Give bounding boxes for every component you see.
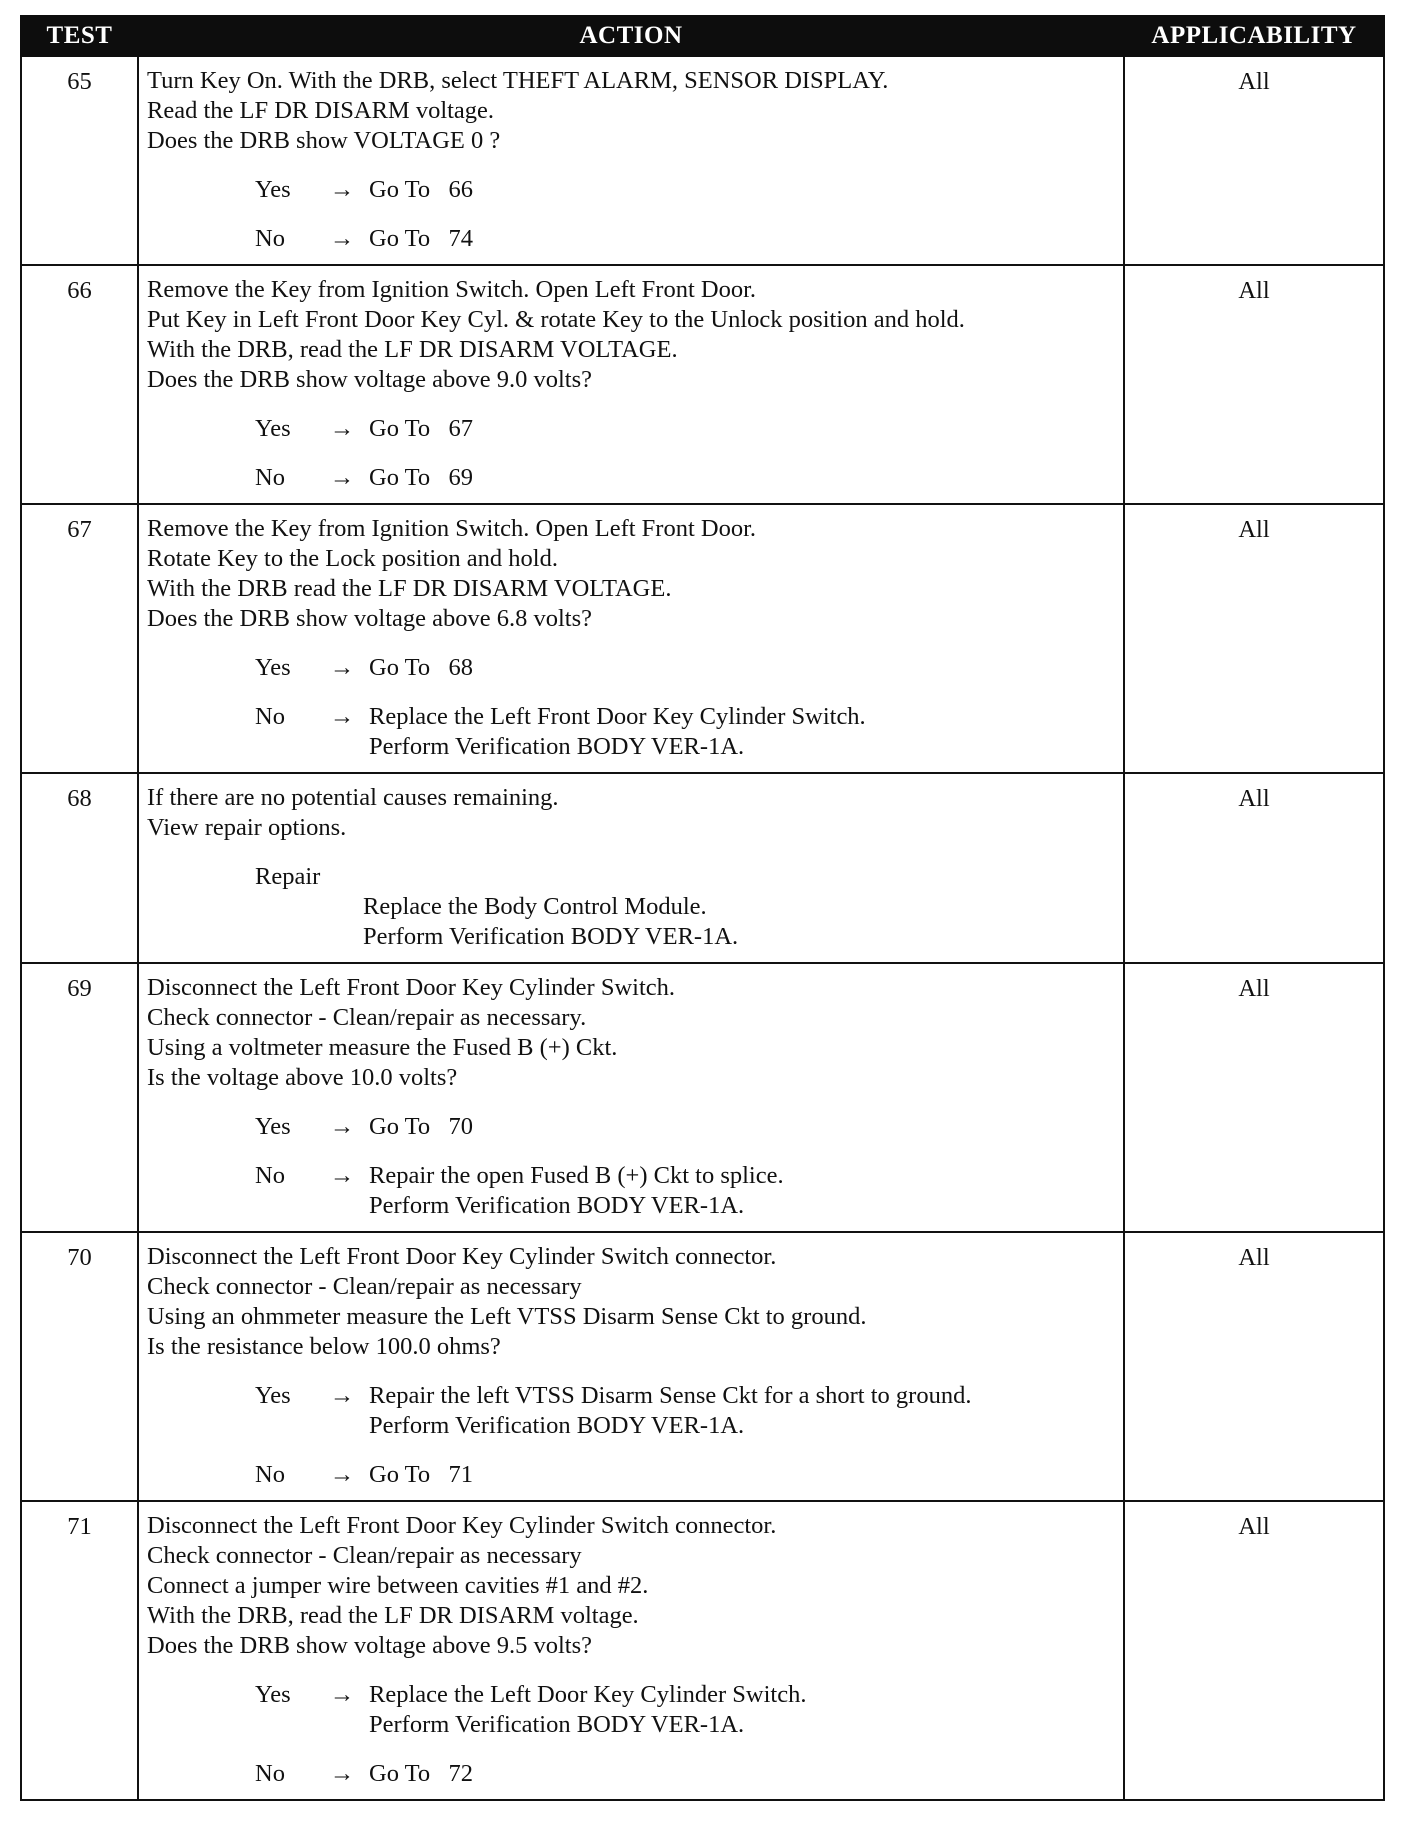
table-row	[21, 504, 1384, 773]
no-label: No	[255, 1162, 285, 1189]
action-cell	[138, 773, 1124, 963]
action-line: Disconnect the Left Front Door Key Cylinder Switch connector.	[147, 1243, 777, 1270]
no-result-line: Repair the open Fused B (+) Ckt to splice.	[369, 1162, 784, 1189]
action-cell	[138, 1501, 1124, 1800]
table-row	[21, 1501, 1384, 1800]
applicability-value: All	[1124, 265, 1384, 504]
applicability-value: All	[1124, 1501, 1384, 1800]
applicability-value: All	[1124, 963, 1384, 1232]
yes-result	[369, 1112, 1117, 1142]
right-arrow-icon: →	[329, 1760, 355, 1787]
yes-result-line: Replace the Left Door Key Cylinder Switch.	[369, 1681, 807, 1708]
header-row	[21, 16, 1384, 56]
no-result	[369, 702, 1117, 762]
no-result-line: Go To 72	[369, 1760, 474, 1787]
action-line: Remove the Key from Ignition Switch. Open Left Front Door.	[147, 515, 756, 542]
right-arrow-icon: →	[329, 225, 355, 252]
action-line: Turn Key On. With the DRB, select THEFT ALARM, SENSOR DISPLAY.	[147, 67, 889, 94]
right-arrow-icon: →	[329, 1382, 355, 1409]
table-row	[21, 963, 1384, 1232]
yes-label: Yes	[255, 1113, 291, 1140]
action-line: With the DRB, read the LF DR DISARM voltage.	[147, 1602, 639, 1629]
no-result-line: Perform Verification BODY VER-1A.	[369, 1192, 745, 1219]
table-row	[21, 1232, 1384, 1501]
right-arrow-icon: →	[329, 464, 355, 491]
test-number: 69	[21, 963, 138, 1232]
right-arrow-icon: →	[329, 1162, 355, 1189]
diagnostic-test-table	[20, 15, 1385, 1801]
yes-branch	[147, 653, 1117, 683]
yes-branch	[147, 1680, 1117, 1740]
yes-result-line: Perform Verification BODY VER-1A.	[369, 1711, 745, 1738]
action-line: With the DRB, read the LF DR DISARM VOLTAGE.	[147, 336, 678, 363]
action-line: Check connector - Clean/repair as necessary	[147, 1542, 582, 1569]
right-arrow-icon: →	[329, 1681, 355, 1708]
test-number: 68	[21, 773, 138, 963]
action-line: Connect a jumper wire between cavities #1 and #2.	[147, 1572, 649, 1599]
action-line: Check connector - Clean/repair as necessary	[147, 1273, 582, 1300]
test-number: 66	[21, 265, 138, 504]
yes-result-line: Go To 70	[369, 1113, 474, 1140]
yes-branch	[147, 175, 1117, 205]
action-line: Using a voltmeter measure the Fused B (+) Ckt.	[147, 1034, 618, 1061]
table-row	[21, 773, 1384, 963]
test-number: 65	[21, 56, 138, 265]
action-cell	[138, 963, 1124, 1232]
action-line: Check connector - Clean/repair as necessary.	[147, 1004, 587, 1031]
no-label: No	[255, 703, 285, 730]
yes-result	[369, 175, 1117, 205]
yes-label: Yes	[255, 654, 291, 681]
action-line: Using an ohmmeter measure the Left VTSS Disarm Sense Ckt to ground.	[147, 1303, 867, 1330]
test-number: 71	[21, 1501, 138, 1800]
right-arrow-icon: →	[329, 703, 355, 730]
yes-result-line: Go To 67	[369, 415, 474, 442]
right-arrow-icon: →	[329, 654, 355, 681]
right-arrow-icon: →	[329, 1461, 355, 1488]
no-result	[369, 1460, 1117, 1490]
header-applicability: APPLICABILITY	[1124, 16, 1384, 56]
no-branch	[147, 1460, 1117, 1490]
no-branch	[147, 1759, 1117, 1789]
repair-line: Perform Verification BODY VER-1A.	[363, 923, 739, 950]
yes-result	[369, 1381, 1117, 1441]
yes-result-line: Perform Verification BODY VER-1A.	[369, 1412, 745, 1439]
repair-line: Replace the Body Control Module.	[363, 893, 707, 920]
applicability-value: All	[1124, 56, 1384, 265]
no-result	[369, 1759, 1117, 1789]
table-body	[21, 56, 1384, 1800]
right-arrow-icon: →	[329, 1113, 355, 1140]
no-label: No	[255, 1760, 285, 1787]
action-cell	[138, 504, 1124, 773]
action-cell	[138, 1232, 1124, 1501]
table-row	[21, 56, 1384, 265]
applicability-value: All	[1124, 773, 1384, 963]
applicability-value: All	[1124, 1232, 1384, 1501]
no-result-line: Go To 69	[369, 464, 474, 491]
yes-result-line: Go To 68	[369, 654, 474, 681]
action-cell	[138, 56, 1124, 265]
no-branch	[147, 1161, 1117, 1221]
applicability-value: All	[1124, 504, 1384, 773]
yes-label: Yes	[255, 1681, 291, 1708]
action-line: Does the DRB show VOLTAGE 0 ?	[147, 127, 501, 154]
right-arrow-icon: →	[329, 176, 355, 203]
no-result-line: Go To 71	[369, 1461, 474, 1488]
action-line: If there are no potential causes remaining.	[147, 784, 559, 811]
right-arrow-icon: →	[329, 415, 355, 442]
no-result	[369, 463, 1117, 493]
yes-result	[369, 414, 1117, 444]
no-result	[369, 1161, 1117, 1221]
header-action: ACTION	[138, 16, 1124, 56]
no-result-line: Replace the Left Front Door Key Cylinder Switch.	[369, 703, 866, 730]
action-line: Does the DRB show voltage above 9.0 volts?	[147, 366, 593, 393]
yes-branch	[147, 1112, 1117, 1142]
no-branch	[147, 702, 1117, 762]
action-line: Does the DRB show voltage above 6.8 volts?	[147, 605, 593, 632]
yes-label: Yes	[255, 1382, 291, 1409]
yes-label: Yes	[255, 176, 291, 203]
no-branch	[147, 463, 1117, 493]
action-line: Rotate Key to the Lock position and hold.	[147, 545, 558, 572]
action-line: Is the voltage above 10.0 volts?	[147, 1064, 458, 1091]
repair-label: Repair	[255, 863, 321, 890]
action-line: Put Key in Left Front Door Key Cyl. & rotate Key to the Unlock position and hold.	[147, 306, 965, 333]
header-test: TEST	[21, 16, 138, 56]
yes-result-line: Repair the left VTSS Disarm Sense Ckt for a short to ground.	[369, 1382, 972, 1409]
no-result-line: Go To 74	[369, 225, 474, 252]
action-line: Is the resistance below 100.0 ohms?	[147, 1333, 501, 1360]
no-result-line: Perform Verification BODY VER-1A.	[369, 733, 745, 760]
table-row	[21, 265, 1384, 504]
no-branch	[147, 224, 1117, 254]
action-line: With the DRB read the LF DR DISARM VOLTAGE.	[147, 575, 672, 602]
no-label: No	[255, 464, 285, 491]
yes-label: Yes	[255, 415, 291, 442]
action-line: Disconnect the Left Front Door Key Cylinder Switch connector.	[147, 1512, 777, 1539]
yes-result	[369, 653, 1117, 683]
action-line: Disconnect the Left Front Door Key Cylinder Switch.	[147, 974, 676, 1001]
yes-result-line: Go To 66	[369, 176, 474, 203]
test-number: 70	[21, 1232, 138, 1501]
no-label: No	[255, 225, 285, 252]
action-line: Read the LF DR DISARM voltage.	[147, 97, 495, 124]
action-line: Remove the Key from Ignition Switch. Open Left Front Door.	[147, 276, 756, 303]
action-line: Does the DRB show voltage above 9.5 volts?	[147, 1632, 593, 1659]
no-result	[369, 224, 1117, 254]
yes-result	[369, 1680, 1117, 1740]
action-line: View repair options.	[147, 814, 347, 841]
no-label: No	[255, 1461, 285, 1488]
test-number: 67	[21, 504, 138, 773]
action-cell	[138, 265, 1124, 504]
yes-branch	[147, 414, 1117, 444]
yes-branch	[147, 1381, 1117, 1441]
